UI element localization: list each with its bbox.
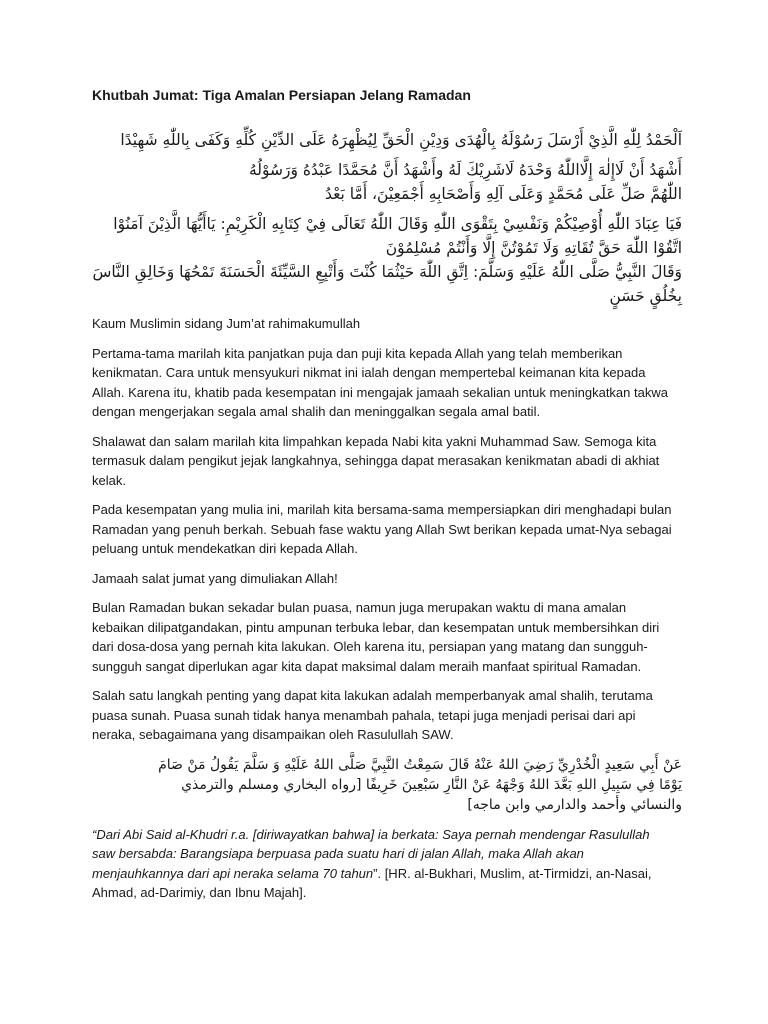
arabic-line: اللّٰهُمَّ صَلِّ عَلَى مُحَمَّدٍ وَعَلَى آلِهِ وَأَصْحَابِهِ أَجْمَعِيْنَ، أَمَّا بَعْدُ bbox=[324, 185, 682, 203]
address: Jamaah salat jumat yang dimuliakan Allah! bbox=[92, 570, 338, 586]
greeting: Kaum Muslimin sidang Jum’at rahimakumullah bbox=[92, 316, 361, 331]
paragraph: Shalawat dan salam marilah kita limpahkan kepada Nabi kita yakni Muhammad Saw. Semoga kita termasuk dalam pengikut jejak langkahnya, sehingga dapat merasakan kenikmatan abadi di akhiat kelak. bbox=[92, 433, 660, 488]
arabic-line: أَشْهَدُ أَنْ لَاإِلٰهَ إِلَّااللّٰهُ وَحْدَهُ لَاشَرِيْكَ لَهُ وأَشْهَدُ أَنَّ مُحَمَّدًا عَبْدُهُ وَرَسُوْلُهُ bbox=[248, 161, 682, 179]
paragraph: Salah satu langkah penting yang dapat kita lakukan adalah memperbanyak amal shalih, terutama puasa sunah. Puasa sunah tidak hanya menambah pahala, tetapi juga menjadi perisai dari api neraka, sebagaimana yang disampaikan oleh Rasulullah SAW. bbox=[92, 688, 653, 742]
translation-italic: “Dari Abi Said al-Khudri r.a. [diriwayatkan bahwa] ia berkata: Saya pernah mendengar Rasulullah saw bersabda: Barangsiapa berpuasa pada suatu hari di jalan Allah, maka Allah akan menjauhkannya dari api neraka selama 70 tahun bbox=[92, 826, 650, 881]
hadith-line: يَوْمًا فِي سَبِيلِ اللهِ بَعَّدَ اللهُ وَجْهَهُ عَنْ النَّارِ سَبْعِينَ خَرِيفًا [رواه البخاري ومسلم والترمذي bbox=[181, 776, 682, 793]
hadith-arabic-block bbox=[92, 755, 682, 815]
hadith-line: والنسائي وأحمد والدارمي وابن ماجه] bbox=[467, 796, 682, 813]
arabic-line: فَيَا عِبَادَ اللّٰهِ أُوْصِيْكُمْ وَنَفْسِيْ بِتَقْوَى اللّٰهِ وَقَالَ اللّٰهُ تَعَالَى فِيْ كِتَابِهِ الْكَرِيْمِ: يَاأَيُّهَا الَّذِيْنَ آمَنُوْا اتَّقُوْا اللّٰهَ حَقَّ تُقَاتِهِ وَلَا تَمُوْتُنَّ إِلَّا وَأَنْتُمْ مُسْلِمُوْنَ bbox=[113, 215, 682, 257]
paragraph: Bulan Ramadan bukan sekadar bulan puasa, namun juga merupakan waktu di mana amalan kebaikan dilipatgandakan, pintu ampunan terbuka lebar, dan kesempatan untuk membersihkan diri dari dosa-dosa yang pernah kita lakukan. Oleh karena itu, persiapan yang matang dan sungguh-sungguh sangat diperlukan agar kita dapat maksimal dalam meraih manfaat spiritual Ramadan. bbox=[92, 600, 660, 674]
arabic-line: اَلْحَمْدُ لِلّٰهِ الَّذِيْ أَرْسَلَ رَسُوْلَهُ بِالْهُدَى وَدِيْنِ الْحَقِّ لِيُظْهِرَهُ عَلَى الدِّيْنِ كُلِّهِ وَكَفَى بِاللّٰهِ شَهِيْدًا bbox=[120, 131, 682, 149]
paragraph: Pada kesempatan yang mulia ini, marilah kita bersama-sama mempersiapkan diri menghadapi bulan Ramadan yang penuh berkah. Sebuah fase waktu yang Allah Swt berikan kepada umat-Nya sebagai peluang untuk mendekatkan diri kepada Allah. bbox=[92, 502, 672, 556]
document-title: Khutbah Jumat: Tiga Amalan Persiapan Jelang Ramadan bbox=[92, 87, 471, 103]
paragraph: Pertama-tama marilah kita panjatkan puja dan puji kita kepada Allah yang telah memberikan kenikmatan. Cara untuk mensyukuri nikmat ini ialah dengan mempertebal keimanan kita kepada Allah. Karena itu, khatib pada kesempatan ini mengajak jamaah sekalian untuk meningkatkan takwa dengan mengerjakan segala amal shalih dan meninggalkan segala amal batil. bbox=[92, 345, 668, 419]
hadith-line: عَنْ أَبِي سَعِيدٍ الْخُدْرِيِّ رَضِيَ اللهُ عَنْهُ قَالَ سَمِعْتُ النَّبِيَّ صَلَّى اللهُ عَلَيْهِ وَ سَلَّمَ يَقُولُ مَنْ صَامَ bbox=[158, 756, 682, 773]
arabic-line: وَقَالَ النَّبِيُّ صَلَّى اللّٰهُ عَلَيْهِ وَسَلَّمَ: اِتَّقِ اللّٰهَ حَيْثُمَا كُنْتَ وَأَتْبِعِ السَّيِّئَةَ الْحَسَنَةَ تَمْحُهَا وَخَالِقِ النَّاسَ بِخُلُقٍ حَسَنٍ bbox=[92, 263, 682, 305]
hadith-translation bbox=[92, 825, 676, 903]
translation-reference: ”. [HR. al-Bukhari, Muslim, at-Tirmidzi, an-Nasai, Ahmad, ad-Darimiy, dan Ibnu Majah]. bbox=[92, 865, 652, 900]
opening-arabic-block bbox=[92, 128, 682, 308]
